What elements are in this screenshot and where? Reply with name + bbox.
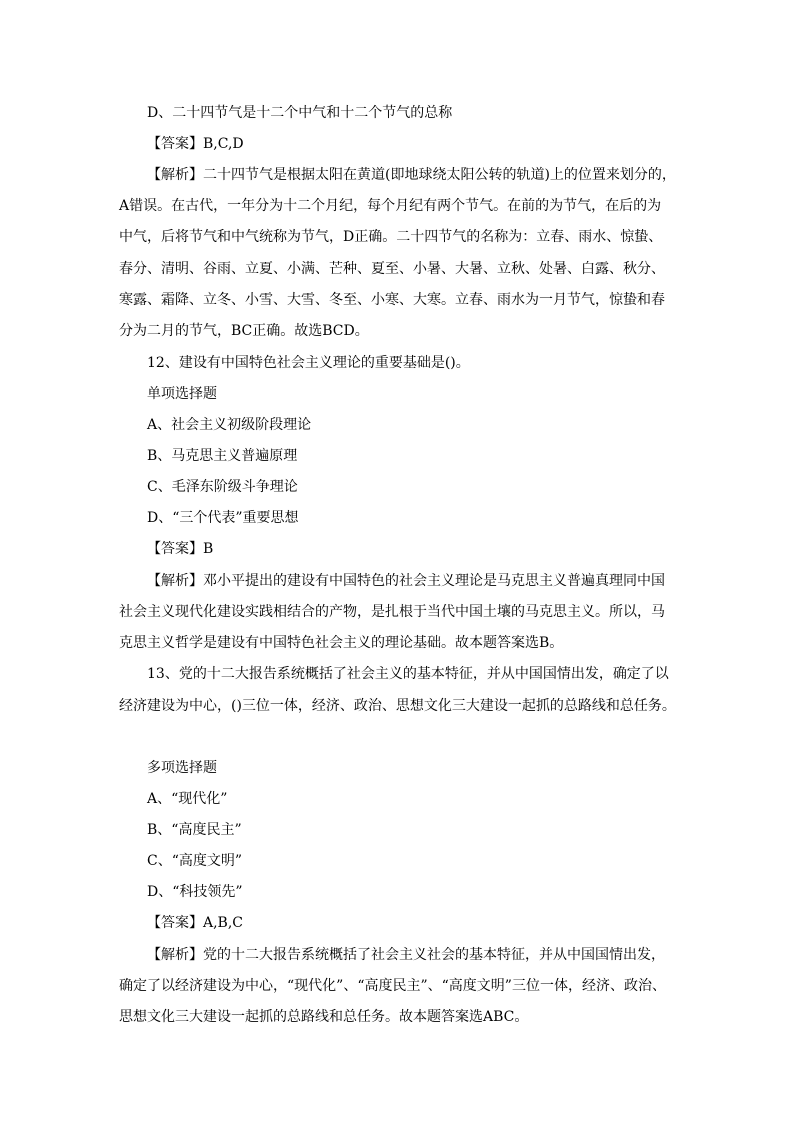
q11-analysis-line-4: 春分、清明、谷雨、立夏、小满、芒种、夏至、小暑、大暑、立秋、处暑、白露、秋分、 xyxy=(119,261,665,277)
q13-question-line-1: 13、党的十二大报告系统概括了社会主义的基本特征，并从中国国情出发，确定了以 xyxy=(147,666,669,682)
q11-answer: 【答案】B,C,D xyxy=(147,136,244,152)
q13-question-line-2: 经济建设为中心，()三位一体，经济、政治、思想文化三大建设一起抓的总路线和总任务。 xyxy=(119,698,676,714)
q11-analysis-line-6: 分为二月的节气，BC正确。故选BCD。 xyxy=(119,323,369,339)
q11-analysis-line-5: 寒露、霜降、立冬、小雪、大雪、冬至、小寒、大寒。立春、雨水为一月节气，惊蛰和春 xyxy=(119,292,665,308)
q13-option-c: C、“高度文明” xyxy=(147,853,243,869)
q12-question: 12、建设有中国特色社会主义理论的重要基础是()。 xyxy=(147,355,470,371)
q12-answer: 【答案】B xyxy=(147,541,214,557)
q13-analysis-line-3: 思想文化三大建设一起抓的总路线和总任务。故本题答案选ABC。 xyxy=(119,1009,529,1025)
q12-type: 单项选择题 xyxy=(147,386,217,402)
q12-analysis-line-1: 【解析】邓小平提出的建设有中国特色的社会主义理论是马克思主义普遍真理同中国 xyxy=(147,573,665,589)
q12-option-a: A、社会主义初级阶段理论 xyxy=(147,417,312,433)
q13-analysis-line-1: 【解析】党的十二大报告系统概括了社会主义社会的基本特征，并从中国国情出发， xyxy=(147,947,665,963)
q12-analysis-line-2: 社会主义现代化建设实践相结合的产物，是扎根于当代中国土壤的马克思主义。所以，马 xyxy=(119,604,665,620)
q11-analysis-line-1: 【解析】二十四节气是根据太阳在黄道(即地球绕太阳公转的轨道)上的位置来划分的， xyxy=(147,167,676,183)
q13-type: 多项选择题 xyxy=(147,760,217,776)
q12-analysis-line-3: 克思主义哲学是建设有中国特色社会主义的理论基础。故本题答案选B。 xyxy=(119,635,564,651)
q13-answer: 【答案】A,B,C xyxy=(147,915,244,931)
q11-analysis-line-2: A错误。在古代，一年分为十二个月纪，每个月纪有两个节气。在前的为节气，在后的为 xyxy=(119,198,662,214)
q11-analysis-line-3: 中气，后将节气和中气统称为节气，D正确。二十四节气的名称为：立春、雨水、惊蛰、 xyxy=(119,229,663,245)
q12-option-c: C、毛泽东阶级斗争理论 xyxy=(147,479,298,495)
q13-option-d: D、“科技领先” xyxy=(147,884,243,900)
q13-option-b: B、“高度民主” xyxy=(147,822,242,838)
q13-option-a: A、“现代化” xyxy=(147,791,228,807)
q12-option-b: B、马克思主义普遍原理 xyxy=(147,448,298,464)
q11-option-d: D、二十四节气是十二个中气和十二个节气的总称 xyxy=(147,105,453,121)
q13-analysis-line-2: 确定了以经济建设为中心，“现代化”、“高度民主”、“高度文明”三位一体，经济、政治、 xyxy=(119,978,666,994)
q12-option-d: D、“三个代表”重要思想 xyxy=(147,510,299,526)
